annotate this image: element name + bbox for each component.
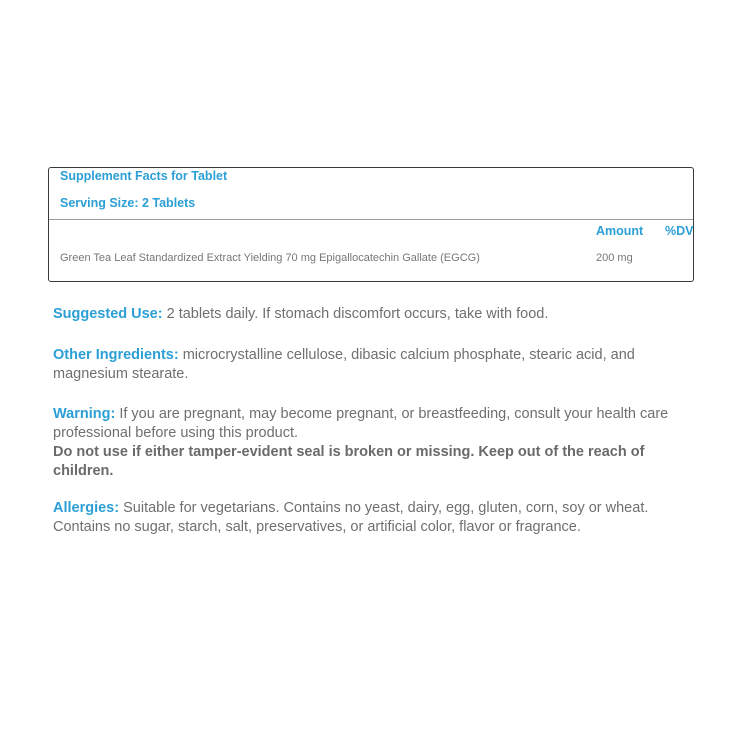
warning-bold-text: Do not use if either tamper-evident seal is broken or missing. Keep out of the reach of children. xyxy=(53,444,645,479)
suggested-use-label: Suggested Use: xyxy=(53,306,163,322)
suggested-use-section xyxy=(53,305,703,324)
allergies-section xyxy=(53,499,703,537)
supplement-facts-panel xyxy=(48,167,694,282)
other-ingredients-text: microcrystalline cellulose, dibasic calcium phosphate, stearic acid, and magnesium stearate. xyxy=(53,347,635,382)
warning-label: Warning: xyxy=(53,406,116,422)
serving-size: Serving Size: 2 Tablets xyxy=(60,196,196,210)
other-ingredients-section xyxy=(53,346,703,384)
suggested-use-text: 2 tablets daily. If stomach discomfort occurs, take with food. xyxy=(162,306,549,322)
ingredient-name: Green Tea Leaf Standardized Extract Yielding 70 mg Epigallocatechin Gallate (EGCG) xyxy=(60,252,480,264)
supplement-facts-title: Supplement Facts for Tablet xyxy=(60,169,228,183)
warning-text: If you are pregnant, may become pregnant, or breastfeeding, consult your health care professional before using this product. xyxy=(53,406,669,441)
dv-column-header: %DV xyxy=(665,224,694,238)
allergies-label: Allergies: xyxy=(53,500,120,516)
warning-section xyxy=(53,405,698,481)
allergies-text: Suitable for vegetarians. Contains no yeast, dairy, egg, gluten, corn, soy or wheat. Contains no sugar, starch, salt, preservatives, or artificial color, flavor or fragrance. xyxy=(53,500,649,535)
amount-column-header: Amount xyxy=(596,224,644,238)
ingredient-amount: 200 mg xyxy=(596,252,633,264)
other-ingredients-label: Other Ingredients: xyxy=(53,347,179,363)
facts-divider xyxy=(49,219,693,220)
